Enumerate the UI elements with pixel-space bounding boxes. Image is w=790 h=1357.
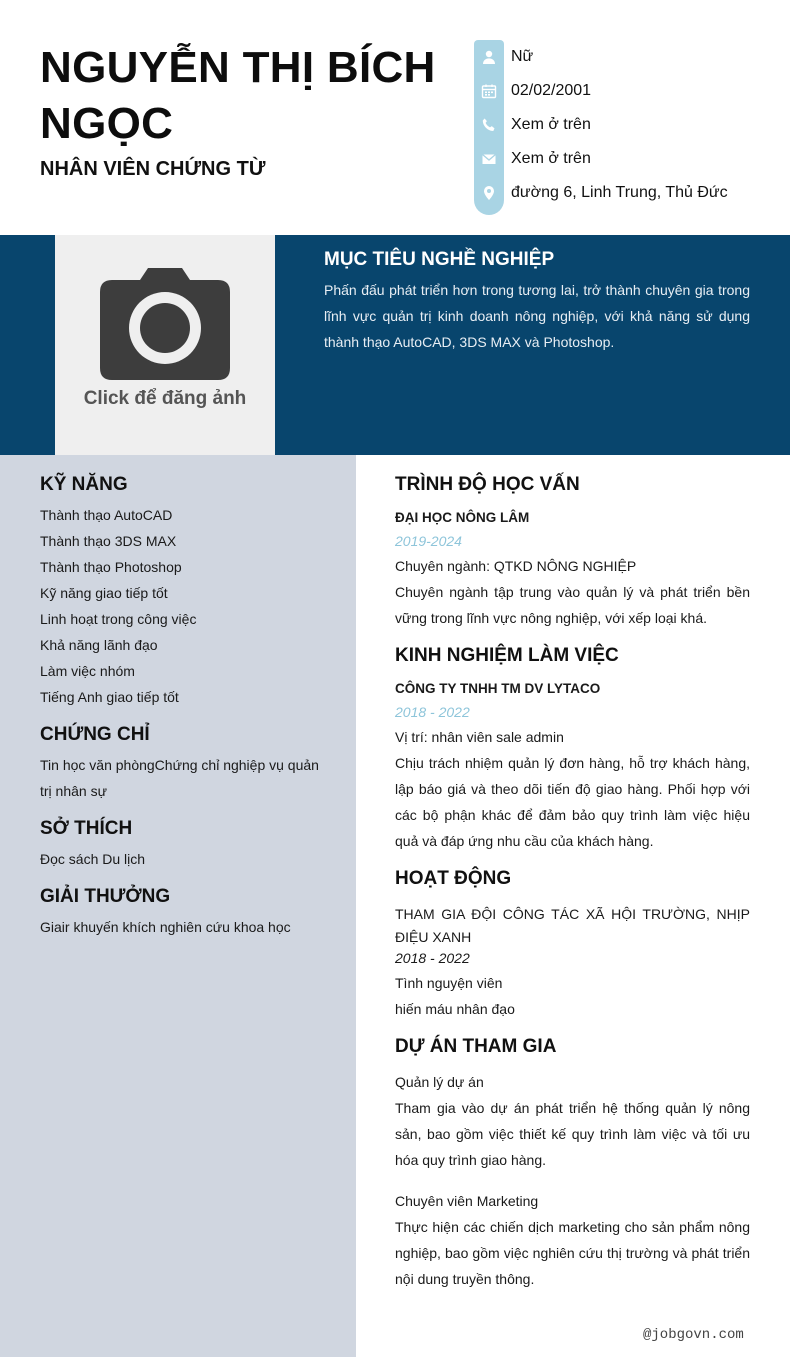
skill-item: Kỹ năng giao tiếp tốt bbox=[40, 585, 168, 601]
footer-watermark: @jobgovn.com bbox=[643, 1327, 744, 1343]
photo-upload[interactable] bbox=[55, 235, 275, 455]
hobbies-text: Đọc sách Du lịch bbox=[40, 851, 146, 867]
photo-upload-label[interactable]: Click để đăng ảnh bbox=[83, 388, 247, 409]
calendar-icon bbox=[474, 74, 504, 108]
candidate-name: NGUYỄN THỊ BÍCH NGỌC bbox=[40, 43, 436, 148]
skill-item: Thành thạo 3DS MAX bbox=[40, 533, 177, 549]
skills-title: KỸ NĂNG bbox=[40, 474, 128, 495]
activities-period: 2018 - 2022 bbox=[395, 950, 470, 966]
project-name: Quản lý dự án bbox=[395, 1074, 484, 1090]
skill-item: Thành thạo Photoshop bbox=[40, 559, 182, 575]
contact-phone bbox=[474, 108, 591, 142]
experience-title: KINH NGHIỆM LÀM VIỆC bbox=[395, 645, 619, 666]
contact-gender bbox=[474, 40, 533, 74]
camera-icon bbox=[100, 268, 230, 380]
left-sidebar bbox=[0, 455, 356, 1357]
skill-item: Làm việc nhóm bbox=[40, 663, 135, 679]
location-icon bbox=[474, 176, 504, 210]
contact-address bbox=[474, 176, 728, 210]
education-period: 2019-2024 bbox=[395, 533, 462, 549]
project-description: Tham gia vào dự án phát triển hệ thống quản lý nông sản, bao gồm việc thiết kế quy trình làm việc và tối ưu hóa quy trình giao hàng. bbox=[395, 1100, 750, 1168]
experience-position: Vị trí: nhân viên sale admin bbox=[395, 729, 564, 745]
contact-birthdate bbox=[474, 74, 591, 108]
education-description: Chuyên ngành tập trung vào quản lý và phát triển bền vững trong lĩnh vực nông nghiệp, với xếp loại khá. bbox=[395, 584, 750, 626]
experience-company: CÔNG TY TNHH TM DV LYTACO bbox=[395, 681, 601, 696]
hobbies-title: SỞ THÍCH bbox=[40, 818, 133, 839]
objective-title: MỤC TIÊU NGHỀ NGHIỆP bbox=[324, 249, 555, 270]
user-icon bbox=[474, 40, 504, 74]
awards-title: GIẢI THƯỞNG bbox=[40, 886, 171, 907]
job-title: NHÂN VIÊN CHỨNG TỪ bbox=[40, 158, 266, 180]
objective-text: Phấn đấu phát triển hơn trong tương lai, trở thành chuyên gia trong lĩnh vực quản trị kinh doanh nông nghiệp, với khả năng sử dụng thành thạo AutoCAD, 3DS MAX và Photoshop. bbox=[324, 282, 750, 350]
skill-item: Khả năng lãnh đạo bbox=[40, 637, 158, 653]
skill-item: Thành thạo AutoCAD bbox=[40, 507, 173, 523]
education-major: Chuyên ngành: QTKD NÔNG NGHIỆP bbox=[395, 558, 637, 574]
projects-title: DỰ ÁN THAM GIA bbox=[395, 1036, 557, 1057]
certificates-text: Tin học văn phòngChứng chỉ nghiệp vụ quản trị nhân sự bbox=[40, 757, 319, 799]
education-school: ĐẠI HỌC NÔNG LÂM bbox=[395, 510, 530, 525]
awards-text: Giair khuyến khích nghiên cứu khoa học bbox=[40, 919, 291, 935]
activities-org: THAM GIA ĐỘI CÔNG TÁC XÃ HỘI TRƯỜNG, NHỊP ĐIỆU XANH bbox=[395, 906, 750, 945]
mail-icon bbox=[474, 142, 504, 176]
certificates-title: CHỨNG CHỈ bbox=[40, 724, 150, 745]
project-description: Thực hiện các chiến dịch marketing cho sản phẩm nông nghiệp, bao gồm việc nghiên cứu thị trường và phát triển nội dung truyền thông. bbox=[395, 1219, 750, 1287]
activities-role: Tình nguyện viên bbox=[395, 975, 503, 991]
experience-description: Chịu trách nhiệm quản lý đơn hàng, hỗ trợ khách hàng, lập báo giá và theo dõi tiến độ giao hàng. Phối hợp với các bộ phận khác để đảm bảo quy trình làm việc hiệu quả và đáp ứng nhu cầu của khách hàng. bbox=[395, 755, 750, 849]
experience-period: 2018 - 2022 bbox=[395, 704, 470, 720]
project-name: Chuyên viên Marketing bbox=[395, 1193, 539, 1209]
birthdate-value: 02/02/2001 bbox=[511, 82, 592, 99]
email-value: Xem ở trên bbox=[511, 150, 591, 167]
activities-description: hiến máu nhân đạo bbox=[395, 1001, 515, 1017]
activities-title: HOẠT ĐỘNG bbox=[395, 868, 512, 889]
address-value: đường 6, Linh Trung, Thủ Đức bbox=[511, 184, 728, 201]
skill-item: Tiếng Anh giao tiếp tốt bbox=[40, 689, 179, 705]
phone-value: Xem ở trên bbox=[511, 116, 591, 133]
skill-item: Linh hoạt trong công việc bbox=[40, 611, 197, 627]
gender-value: Nữ bbox=[511, 48, 534, 65]
contact-email bbox=[474, 142, 591, 176]
phone-icon bbox=[474, 108, 504, 142]
education-title: TRÌNH ĐỘ HỌC VẤN bbox=[395, 474, 580, 495]
